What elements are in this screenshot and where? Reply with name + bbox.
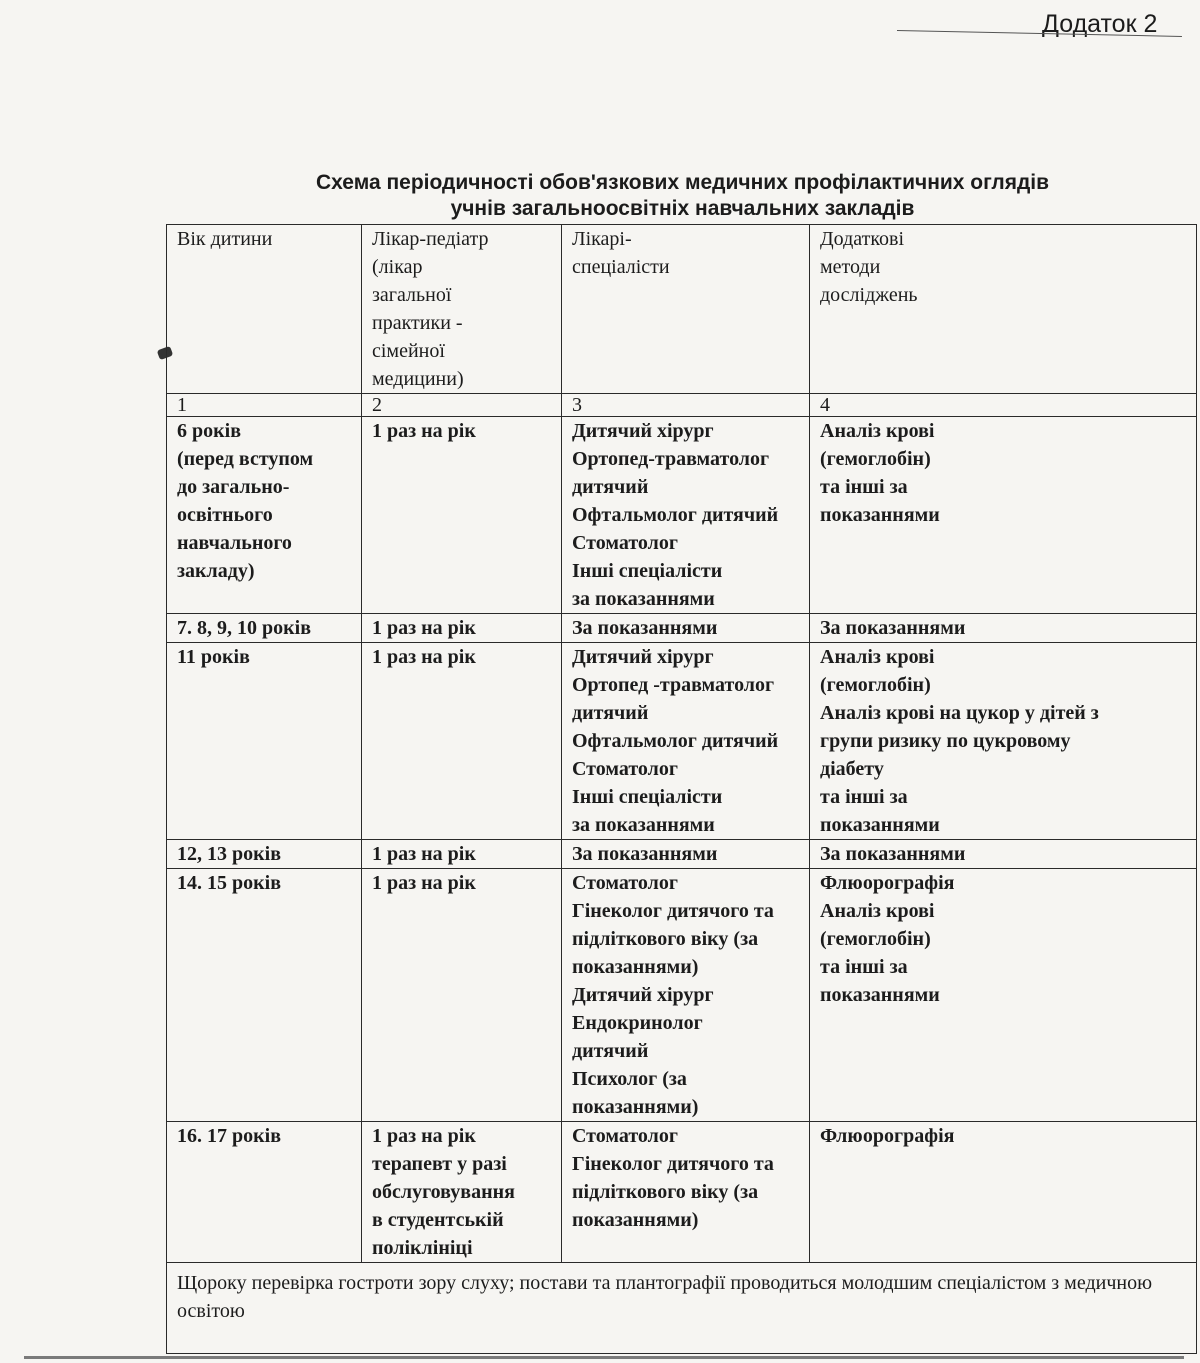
cell-line: 1 раз на рік xyxy=(372,646,476,668)
cell-line: підліткового віку (за xyxy=(572,928,759,950)
cell-pediatrician xyxy=(362,840,562,869)
cell-line: (лікар xyxy=(372,256,423,278)
cell-line: 1 раз на рік xyxy=(372,1125,476,1147)
cell-line: поліклініці xyxy=(372,1237,473,1259)
cell-specialists xyxy=(562,643,810,840)
cell-line: 1 раз на рік xyxy=(372,420,476,442)
cell-line: (гемоглобін) xyxy=(820,448,931,470)
cell-line: Лікарі- xyxy=(572,228,632,250)
cell-specialists xyxy=(562,869,810,1122)
cell-line: та інші за xyxy=(820,476,908,498)
document-title xyxy=(170,170,1195,222)
cell-line: 12, 13 років xyxy=(177,843,282,865)
cell-methods xyxy=(810,869,1197,1122)
cell-line: Ортопед-травматолог xyxy=(572,448,770,470)
cell-age xyxy=(167,417,362,614)
cell-age xyxy=(167,840,362,869)
cell-line: групи ризику по цукровому xyxy=(820,730,1071,752)
cell-line: Аналіз крові xyxy=(820,420,935,442)
table-row xyxy=(167,643,1197,840)
cell-line: За показаннями xyxy=(820,617,966,639)
cell-line: дитячий xyxy=(572,1040,649,1062)
cell-line: Стоматолог xyxy=(572,872,678,894)
cell-pediatrician xyxy=(362,643,562,840)
cell-line: до загально- xyxy=(177,476,290,498)
cell-methods xyxy=(810,643,1197,840)
cell-age xyxy=(167,643,362,840)
appendix-label: Додаток 2 xyxy=(1042,10,1158,38)
cell-line: 11 років xyxy=(177,646,250,668)
cell-line: та інші за xyxy=(820,786,908,808)
column-number: 3 xyxy=(562,394,810,417)
cell-line: досліджень xyxy=(820,284,918,306)
column-number: 4 xyxy=(810,394,1197,417)
column-numbers-row xyxy=(167,394,1197,417)
cell-line: Офтальмолог дитячий xyxy=(572,730,779,752)
cell-line: (гемоглобін) xyxy=(820,928,931,950)
page-bottom-rule xyxy=(24,1356,1184,1359)
cell-line: 1 раз на рік xyxy=(372,872,476,894)
cell-line: Стоматолог xyxy=(572,532,678,554)
cell-specialists xyxy=(562,1122,810,1263)
cell-pediatrician xyxy=(362,1122,562,1263)
cell-age xyxy=(167,1122,362,1263)
table-row xyxy=(167,614,1197,643)
cell-line: методи xyxy=(820,256,881,278)
cell-line: показаннями) xyxy=(572,956,699,978)
cell-age xyxy=(167,869,362,1122)
cell-line: за показаннями xyxy=(572,588,715,610)
cell-line: загальної xyxy=(372,284,452,306)
table-row xyxy=(167,417,1197,614)
cell-methods xyxy=(810,840,1197,869)
cell-line: 1 раз на рік xyxy=(372,843,476,865)
column-number: 2 xyxy=(362,394,562,417)
cell-line: показаннями xyxy=(820,504,940,526)
cell-line: дитячий xyxy=(572,702,649,724)
cell-line: Додаткові xyxy=(820,228,905,250)
cell-line: показаннями xyxy=(820,814,940,836)
cell-line: діабету xyxy=(820,758,884,780)
cell-specialists xyxy=(562,417,810,614)
cell-line: Аналіз крові xyxy=(820,900,935,922)
cell-line: 16. 17 років xyxy=(177,1125,282,1147)
cell-line: Стоматолог xyxy=(572,1125,678,1147)
header-pediatrician xyxy=(362,225,562,394)
table-row xyxy=(167,869,1197,1122)
cell-line: за показаннями xyxy=(572,814,715,836)
cell-line: Гінеколог дитячого та xyxy=(572,900,774,922)
cell-line: в студентській xyxy=(372,1209,504,1231)
cell-line: Лікар-педіатр xyxy=(372,228,489,250)
cell-line: Флюорографія xyxy=(820,1125,955,1147)
header-age xyxy=(167,225,362,394)
title-line-2: учнів загальноосвітніх навчальних закладів xyxy=(450,197,915,220)
cell-line: навчального xyxy=(177,532,292,554)
cell-methods xyxy=(810,417,1197,614)
cell-line: практики - xyxy=(372,312,463,334)
cell-methods xyxy=(810,1122,1197,1263)
cell-line: дитячий xyxy=(572,476,649,498)
cell-line: За показаннями xyxy=(820,843,966,865)
header-methods xyxy=(810,225,1197,394)
cell-line: Дитячий хірург xyxy=(572,420,714,442)
cell-age xyxy=(167,614,362,643)
cell-line: закладу) xyxy=(177,560,255,582)
header-specialists xyxy=(562,225,810,394)
footer-note: Щороку перевірка гостроти зору слуху; постави та плантографії проводиться молодшим спеціалістом з медичною освітою xyxy=(167,1263,1197,1354)
cell-pediatrician xyxy=(362,869,562,1122)
cell-line: Офтальмолог дитячий xyxy=(572,504,779,526)
cell-line: показаннями) xyxy=(572,1209,699,1231)
cell-line: 1 раз на рік xyxy=(372,617,476,639)
cell-line: За показаннями xyxy=(572,617,718,639)
cell-line: Аналіз крові xyxy=(820,646,935,668)
cell-line: Дитячий хірург xyxy=(572,984,714,1006)
cell-pediatrician xyxy=(362,614,562,643)
cell-specialists xyxy=(562,614,810,643)
cell-line: терапевт у разі xyxy=(372,1153,507,1175)
cell-line: спеціалісти xyxy=(572,256,670,278)
table-body xyxy=(167,225,1197,1354)
title-line-1: Схема періодичності обов'язкових медичних профілактичних оглядів xyxy=(315,171,1050,194)
cell-line: Ортопед -травматолог xyxy=(572,674,775,696)
cell-line: 6 років xyxy=(177,420,242,442)
cell-line: освітнього xyxy=(177,504,273,526)
table-row xyxy=(167,840,1197,869)
cell-line: медицини) xyxy=(372,368,464,390)
footer-note-row xyxy=(167,1263,1197,1354)
cell-line: Флюорографія xyxy=(820,872,955,894)
cell-line: Інші спеціалісти xyxy=(572,560,723,582)
cell-pediatrician xyxy=(362,417,562,614)
cell-specialists xyxy=(562,840,810,869)
cell-line: Вік дитини xyxy=(177,228,273,250)
cell-line: Гінеколог дитячого та xyxy=(572,1153,774,1175)
header-row xyxy=(167,225,1197,394)
cell-line: Інші спеціалісти xyxy=(572,786,723,808)
cell-line: 7. 8, 9, 10 років xyxy=(177,617,312,639)
examination-schedule-table xyxy=(166,224,1197,1354)
cell-line: Аналіз крові на цукор у дітей з xyxy=(820,702,1099,724)
cell-line: Психолог (за xyxy=(572,1068,687,1090)
cell-line: сімейної xyxy=(372,340,445,362)
cell-line: За показаннями xyxy=(572,843,718,865)
cell-line: 14. 15 років xyxy=(177,872,282,894)
cell-line: підліткового віку (за xyxy=(572,1181,759,1203)
cell-line: Стоматолог xyxy=(572,758,678,780)
cell-line: Ендокринолог xyxy=(572,1012,703,1034)
table-row xyxy=(167,1122,1197,1263)
cell-line: показаннями) xyxy=(572,1096,699,1118)
cell-line: та інші за xyxy=(820,956,908,978)
column-number: 1 xyxy=(167,394,362,417)
cell-line: (перед вступом xyxy=(177,448,314,470)
cell-methods xyxy=(810,614,1197,643)
cell-line: обслуговування xyxy=(372,1181,515,1203)
cell-line: Дитячий хірург xyxy=(572,646,714,668)
cell-line: (гемоглобін) xyxy=(820,674,931,696)
cell-line: показаннями xyxy=(820,984,940,1006)
